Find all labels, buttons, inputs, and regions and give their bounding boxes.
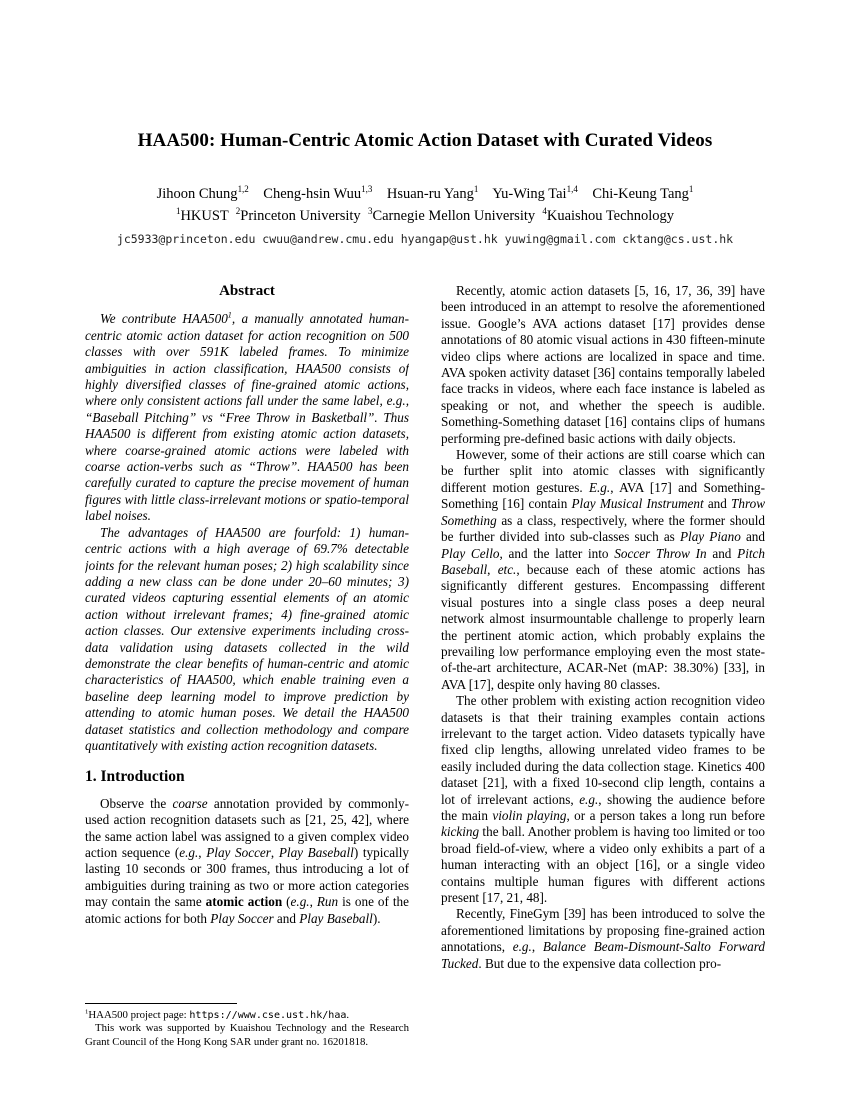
abstract-paragraph-2: The advantages of HAA500 are fourfold: 1) human-centric actions with a high average of 69.7% detectable joints for the relevant human poses; 2) high scalability since adding a new class can be done under 20–60 minutes; 3) curated videos capturing essential elements of an atomic action without irrelevant frames; 4) fine-grained atomic action classes. Our extensive experiments including cross-data validation using datasets collected in the wild demonstrate the clear benefits of human-centric and atomic characteristics of HAA500, which enable training even a baseline deep learning model to improve prediction by attending to atomic human poses. We detail the HAA500 dataset statistics and collection methodology and compare quantitatively with existing action recognition datasets. xyxy=(85,524,409,753)
project-page-url[interactable]: https://www.cse.ust.hk/haa xyxy=(189,1009,347,1021)
two-column-body xyxy=(85,283,765,1049)
body-paragraph-2: However, some of their actions are still coarse which can be further split into atomic classes with significantly different motion gestures. E.g., AVA [17] and Something-Something [16] contain Play Musical Instrument and Throw Something as a class, respectively, where the former should be further divided into sub-classes such as Play Piano and Play Cello, and the latter into Soccer Throw In and Pitch Baseball, etc., because each of these atomic actions has significantly different gestures. Encompassing different visual postures into a single class poses a deep neural network almost insurmountable challenge to properly learn the pertinent atomic action, which probably explains the prevailing low performance employing even the most state-of-the-art architecture, ACAR-Net (mAP: 38.30%) [33], in AVA [17], despite only having 80 classes. xyxy=(441,447,765,692)
email-line: jc5933@princeton.edu cwuu@andrew.cmu.edu hyangap@ust.hk yuwing@gmail.com cktang@cs.ust.hk xyxy=(116,232,734,246)
body-paragraph-3: The other problem with existing action recognition video datasets is that their training examples contain actions irrelevant to the target action. Video datasets typically have fixed clip lengths, allowing unrelated video frames to be easily included during the data collection stage. Kinetics 400 dataset [21], with a fixed 10-second clip length, contains a lot of irrelevant actions, e.g., showing the audience before the main violin playing, or a person takes a long run before kicking the ball. Another problem is having too limited or too broad field-of-view, where a video only exhibits a part of a human interacting with an object [16], or a single video contains multiple human figures with different actions present [17, 21, 48]. xyxy=(441,693,765,906)
section-heading-introduction: 1. Introduction xyxy=(85,768,185,786)
affiliation-line: $^1$HKUST $^2$Princeton University $^3$Carnegie Mellon University $^4$Kuaishou Technology xyxy=(175,206,675,224)
body-paragraph-1: Recently, atomic action datasets [5, 16, 17, 36, 39] have been introduced in an attempt to resolve the aforementioned issue. Google’s AVA actions dataset [17] provides dense annotations of 80 atomic visual actions in 430 fifteen-minute video clips where actions are localized in space and time. AVA spoken activity dataset [36] contains temporally labeled face tracks in videos, where each face instance is labeled as speaking or not, and whether the speech is audible. Something-Something dataset [16] contains clips of humans performing pre-defined basic actions with daily objects. xyxy=(441,283,765,446)
footnote-project-page: $^1$HAA500 project page: https://www.cse.ust.hk/haa. xyxy=(85,1008,350,1021)
footnote xyxy=(85,1003,409,1049)
paper-header xyxy=(0,130,850,246)
footnote-acknowledgement: This work was supported by Kuaishou Technology and the Research Grant Council of the Hong Kong SAR under grant no. 16201818. xyxy=(85,1022,409,1048)
right-column xyxy=(441,283,765,1049)
footnote-rule xyxy=(85,1003,237,1004)
abstract-heading: Abstract xyxy=(219,283,275,299)
introduction-paragraph-1: Observe the coarse annotation provided by commonly-used action recognition datasets such as [21, 25, 42], where the same action label was assigned to a given complex video action sequence (e.g., Play Soccer, Play Baseball) typically lasting 10 seconds or 300 frames, thus introducing a lot of ambiguities during training as two or more action categories may contain the same atomic action (e.g., Run is one of the atomic actions for both Play Soccer and Play Baseball). xyxy=(85,795,409,926)
paper-title: HAA500: Human-Centric Atomic Action Dataset with Curated Videos xyxy=(137,130,713,151)
body-paragraph-4: Recently, FineGym [39] has been introduced to solve the aforementioned limitations by proposing fine-grained action annotations, e.g., Balance Beam-Dismount-Salto Forward Tucked. But due to the expensive data collection pro- xyxy=(441,906,765,971)
author-line: Jihoon Chung$^{1,2}$ Cheng-hsin Wuu$^{1,3}$ Hsuan-ru Yang$^1$ Yu-Wing Tai$^{1,4}$ Chi-Keung Tang$^1$ xyxy=(156,184,694,202)
abstract-paragraph-1: We contribute $HAA500^1$, a manually annotated human-centric atomic action dataset for action recognition on 500 classes with over 591K labeled frames. To minimize ambiguities in action classification, HAA500 consists of highly diversified classes of fine-grained atomic actions, where only consistent actions fall under the same label, e.g., “Baseball Pitching” vs “Free Throw in Basketball”. Thus HAA500 is different from existing atomic action datasets, where coarse-grained atomic actions were labeled with coarse action-verbs such as “Throw”. HAA500 has been carefully curated to capture the precise movement of human figures with little class-irrelevant motions or spatio-temporal label noises. xyxy=(85,311,409,524)
left-column xyxy=(85,283,409,1049)
